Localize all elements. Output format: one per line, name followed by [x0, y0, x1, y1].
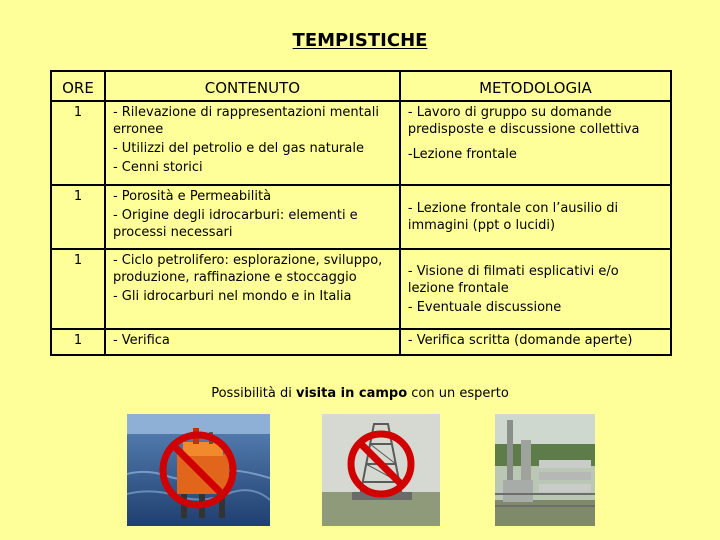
- table-header-row: [51, 71, 671, 101]
- content-cell: [105, 249, 400, 329]
- content-line: - Verifica: [112, 333, 170, 348]
- gas-plant-photo: [495, 414, 595, 526]
- field-visit-emphasis: visita in campo: [296, 386, 408, 401]
- content-cell: [105, 329, 400, 355]
- content-line: - Gli idrocarburi nel mondo e in Italia: [112, 289, 352, 304]
- field-visit-note: Possibilità di visita in campo con un esperto: [211, 386, 509, 401]
- content-cell: [105, 185, 400, 249]
- method-line: - Eventuale discussione: [407, 299, 562, 315]
- hours-cell: 1: [51, 185, 105, 249]
- header-metodologia: METODOLOGIA: [400, 71, 671, 101]
- method-line: - Verifica scritta (domande aperte): [407, 333, 633, 348]
- content-line: - Rilevazione di rappresentazioni mentali erronee: [112, 105, 379, 137]
- table-row: [51, 185, 671, 249]
- offshore-platform-icon: [127, 414, 270, 526]
- method-cell: [400, 329, 671, 355]
- content-cell: [105, 101, 400, 185]
- hours-cell: 1: [51, 329, 105, 355]
- oil-derrick-icon: [322, 414, 440, 526]
- hours-cell: 1: [51, 249, 105, 329]
- table-row: [51, 329, 671, 355]
- content-line: - Porosità e Permeabilità: [112, 189, 272, 204]
- method-cell: [400, 249, 671, 329]
- table-row: [51, 249, 671, 329]
- method-cell: [400, 101, 671, 185]
- offshore-platform-photo: [127, 414, 270, 526]
- hours-cell: 1: [51, 101, 105, 185]
- schedule-table: [50, 70, 672, 356]
- method-cell: [400, 185, 671, 249]
- content-line: - Origine degli idrocarburi: elementi e processi necessari: [112, 208, 358, 240]
- header-ore: ORE: [51, 71, 105, 101]
- gas-plant-icon: [495, 414, 595, 526]
- header-contenuto: CONTENUTO: [105, 71, 400, 101]
- page-title: TEMPISTICHE: [292, 30, 428, 51]
- table-row: [51, 101, 671, 185]
- method-line: - Visione di filmati esplicativi e/o lezione frontale: [407, 263, 619, 296]
- content-line: - Cenni storici: [112, 160, 203, 175]
- content-line: - Utilizzi del petrolio e del gas naturale: [112, 141, 364, 156]
- method-line: - Lezione frontale con l’ausilio di immagini (ppt o lucidi): [407, 201, 619, 233]
- content-line: - Ciclo petrolifero: esplorazione, sviluppo, produzione, raffinazione e stoccaggio: [112, 253, 383, 285]
- method-line: -Lezione frontale: [407, 147, 517, 162]
- method-line: - Lavoro di gruppo su domande predisposte e discussione collettiva: [407, 105, 640, 137]
- oil-derrick-photo: [322, 414, 440, 526]
